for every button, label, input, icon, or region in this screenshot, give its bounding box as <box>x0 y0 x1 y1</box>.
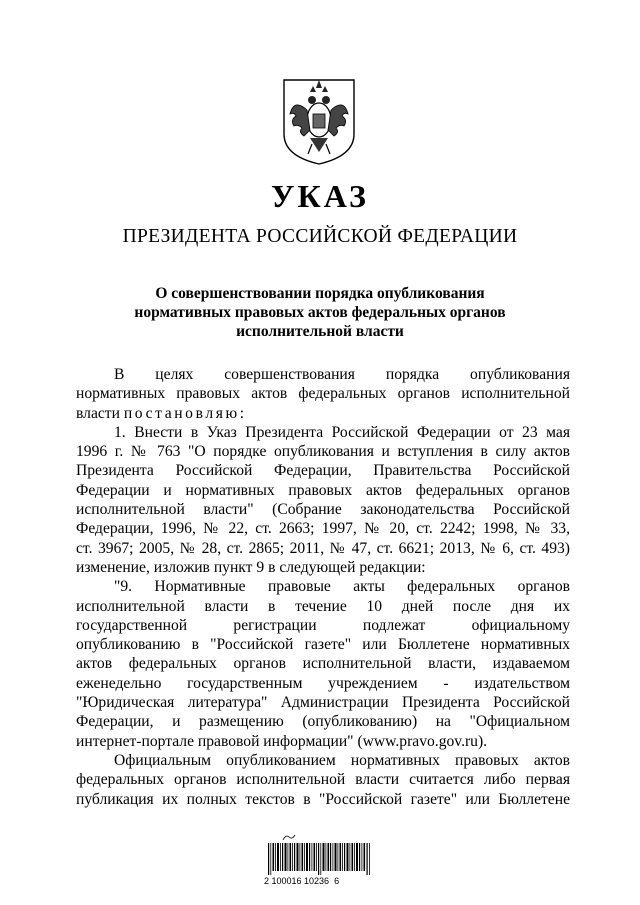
document-subtitle: ПРЕЗИДЕНТА РОССИЙСКОЙ ФЕДЕРАЦИИ <box>122 226 518 247</box>
body-line: Федерации и нормативных правовых актов федеральных органов <box>76 481 570 499</box>
body-line-resolve <box>76 404 570 423</box>
body-line: интернет-портале правовой информации" (www.pravo.gov.ru). <box>76 732 488 750</box>
body-line: Президента Российской Федерации, Правительства Российской <box>76 462 570 480</box>
body-line: 1. Внести в Указ Президента Российской Федерации от 23 мая <box>114 423 570 441</box>
barcode-stamp-icon <box>282 833 296 843</box>
decree-heading-line: О совершенствовании порядка опубликования <box>155 285 485 302</box>
body-line: исполнительной власти" (Собрание законодательства Российской <box>76 501 570 519</box>
body-line: публикация их полных текстов в "Российской газете" или Бюллетене <box>76 790 570 808</box>
body-line: Федерации, и размещению (опубликованию) на "Официальном <box>76 713 570 731</box>
body-line: опубликованию в "Российской газете" или Бюллетене нормативных <box>76 636 570 654</box>
body-line: Федерации, 1996, № 22, ст. 2663; 1997, № 20, ст. 2242; 1998, № 33, <box>76 520 570 538</box>
body-line: нормативных правовых актов федеральных органов исполнительной <box>76 385 570 403</box>
resolve-word: постановляю <box>123 404 240 422</box>
decree-heading <box>100 284 540 341</box>
body-line: актов федеральных органов исполнительной власти, издаваемом <box>76 655 570 673</box>
coat-of-arms-icon <box>272 74 366 166</box>
body-line: "9. Нормативные правовые акты федеральных органов <box>114 578 570 596</box>
body-line: В целях совершенствования порядка опубликования <box>114 366 570 383</box>
body-line: федеральных органов исполнительной власти считается либо первая <box>76 771 570 789</box>
barcode-icon <box>268 843 372 875</box>
coat-of-arms-emblem <box>272 74 366 166</box>
body-line: Официальным опубликованием нормативных правовых актов <box>114 751 570 769</box>
decree-heading-line: нормативных правовых актов федеральных органов <box>134 304 506 321</box>
decree-body <box>76 365 570 809</box>
body-line-prefix: власти <box>76 404 124 422</box>
decree-heading-line: исполнительной власти <box>236 323 404 340</box>
body-line: исполнительной власти в течение 10 дней после дня их <box>76 597 570 615</box>
body-line: ст. 3967; 2005, № 28, ст. 2865; 2011, № 47, ст. 6621; 2013, № 6, ст. 493) <box>76 539 570 557</box>
body-line: государственной регистрации подлежат официальному <box>76 616 570 634</box>
barcode-number: 2 100016 10236 6 <box>264 876 340 886</box>
document-title: УКАЗ <box>271 178 369 214</box>
body-line: "Юридическая литература" Администрации Президента Российской <box>76 694 570 712</box>
body-line: еженедельно государственным учреждением - издательством <box>76 674 570 692</box>
barcode <box>268 843 372 875</box>
body-line: изменение, изложив пункт 9 в следующей редакции: <box>76 558 426 576</box>
body-line: 1996 г. № 763 "О порядке опубликования и вступления в силу актов <box>76 443 570 461</box>
body-line-suffix: : <box>239 404 245 422</box>
